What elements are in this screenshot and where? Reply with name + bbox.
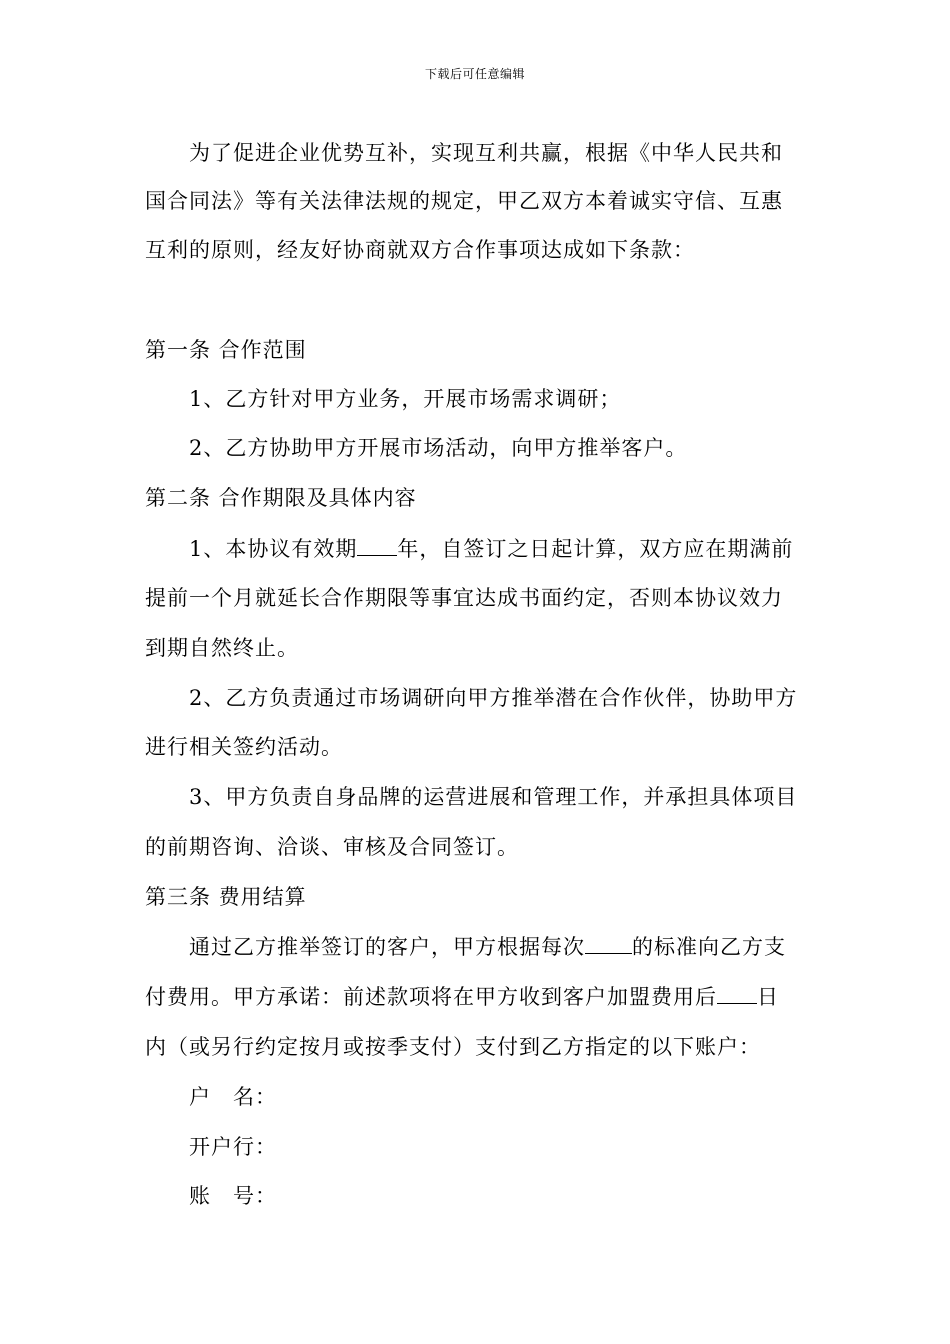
account-name-label [189,1083,277,1111]
article-2-item-1-line-2: 提前一个月就延长合作期限等事宜达成书面约定，否则本协议效力 [145,586,783,610]
article-2-item-2-line-2: 进行相关签约活动。 [145,735,343,759]
account-bank-label: 开户行： [189,1135,277,1159]
article-3-line-2-text-a: 付费用。甲方承诺：前述款项将在甲方收到客户加盟费用后 [145,985,717,1009]
article-3-title: 第三条 费用结算 [145,885,307,909]
article-3-line-2-text-b: 日 [757,985,779,1009]
term-years-blank[interactable] [357,535,397,556]
fee-standard-blank[interactable] [585,933,632,954]
article-2-item-3-line-2: 的前期咨询、洽谈、审核及合同签订。 [145,835,519,859]
article-1-item-1: 1、乙方针对甲方业务，开展市场需求调研； [189,387,622,411]
page-header: 下载后可任意编辑 [424,67,525,81]
intro-line-2: 国合同法》等有关法律法规的规定，甲乙双方本着诚实守信、互惠 [145,189,783,213]
article-2-item-1-text-b: 年，自签订之日起计算，双方应在期满前 [397,537,794,561]
article-1-item-2: 2、乙方协助甲方开展市场活动，向甲方推举客户。 [189,436,688,460]
article-1-title: 第一条 合作范围 [145,338,307,362]
account-number-label-a: 账 [189,1184,211,1208]
article-2-item-1-text-a: 1、本协议有效期 [189,537,358,561]
article-3-line-1-text-b: 的标准向乙方支 [632,935,786,959]
account-name-label-b: 名： [233,1085,277,1109]
intro-line-1: 为了促进企业优势互补，实现互利共赢，根据《中华人民共和 [189,141,783,165]
article-2-item-1-line-3: 到期自然终止。 [145,636,299,660]
account-number-label [189,1182,277,1210]
article-3-line-1 [189,933,786,961]
account-name-label-a: 户 [189,1085,211,1109]
article-2-item-1-line-1 [189,535,793,563]
article-3-line-3: 内（或另行约定按月或按季支付）支付到乙方指定的以下账户： [145,1035,761,1059]
article-2-item-2-line-1: 2、乙方负责通过市场调研向甲方推举潜在合作伙伴，协助甲方 [189,686,798,710]
payment-days-blank[interactable] [717,983,757,1004]
article-3-line-2 [145,983,779,1011]
intro-line-3: 互利的原则，经友好协商就双方合作事项达成如下条款： [145,238,695,262]
article-2-title: 第二条 合作期限及具体内容 [145,486,417,510]
account-number-label-b: 号： [233,1184,277,1208]
article-3-line-1-text-a: 通过乙方推举签订的客户，甲方根据每次 [189,935,585,959]
article-2-item-3-line-1: 3、甲方负责自身品牌的运营进展和管理工作，并承担具体项目 [189,785,798,809]
